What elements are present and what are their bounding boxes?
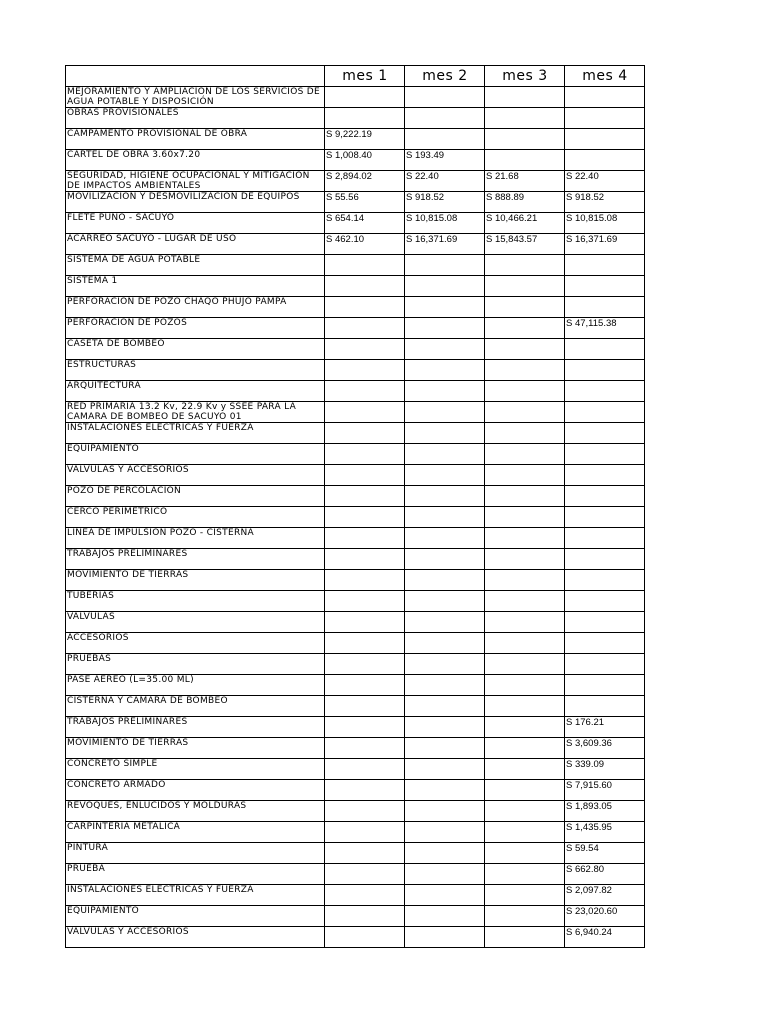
table-row — [66, 612, 645, 633]
header-cell-mes-1: mes 1 — [325, 66, 405, 87]
mes-4-cell: S 3,609.36 — [565, 738, 645, 759]
schedule-table — [65, 65, 645, 948]
mes-1-cell — [325, 801, 405, 822]
mes-2-cell: S 193.49 — [405, 150, 485, 171]
description-cell: INSTALACIONES ELECTRICAS Y FUERZA — [66, 423, 325, 444]
mes-1-cell — [325, 570, 405, 591]
description-cell: RED PRIMARIA 13.2 Kv, 22.9 Kv y SSEE PARA LA CAMARA DE BOMBEO DE SACUYO 01 — [66, 402, 325, 423]
mes-4-cell — [565, 654, 645, 675]
mes-3-cell — [485, 738, 565, 759]
mes-4-cell — [565, 570, 645, 591]
mes-2-cell — [405, 507, 485, 528]
table-row — [66, 108, 645, 129]
description-cell: SISTEMA DE AGUA POTABLE — [66, 255, 325, 276]
mes-2-cell — [405, 759, 485, 780]
description-cell: OBRAS PROVISIONALES — [66, 108, 325, 129]
table-row — [66, 843, 645, 864]
mes-4-cell — [565, 696, 645, 717]
mes-3-cell — [485, 549, 565, 570]
mes-3-cell — [485, 822, 565, 843]
mes-2-cell: S 16,371.69 — [405, 234, 485, 255]
mes-1-cell — [325, 276, 405, 297]
table-row — [66, 528, 645, 549]
mes-1-cell — [325, 612, 405, 633]
mes-2-cell — [405, 591, 485, 612]
mes-1-cell: S 1,008.40 — [325, 150, 405, 171]
mes-4-cell: S 10,815.08 — [565, 213, 645, 234]
mes-3-cell — [485, 276, 565, 297]
description-cell: TRABAJOS PRELIMINARES — [66, 549, 325, 570]
description-cell: ARQUITECTURA — [66, 381, 325, 402]
mes-3-cell — [485, 402, 565, 423]
mes-1-cell — [325, 486, 405, 507]
mes-4-cell: S 47,115.38 — [565, 318, 645, 339]
description-cell: CONCRETO ARMADO — [66, 780, 325, 801]
mes-3-cell — [485, 633, 565, 654]
mes-2-cell — [405, 843, 485, 864]
mes-4-cell: S 176.21 — [565, 717, 645, 738]
mes-4-cell: S 59.54 — [565, 843, 645, 864]
table-row — [66, 381, 645, 402]
table-row — [66, 885, 645, 906]
mes-2-cell — [405, 906, 485, 927]
mes-1-cell — [325, 549, 405, 570]
description-cell: EQUIPAMIENTO — [66, 444, 325, 465]
mes-1-cell — [325, 87, 405, 108]
mes-1-cell — [325, 255, 405, 276]
mes-1-cell — [325, 717, 405, 738]
mes-2-cell — [405, 864, 485, 885]
mes-3-cell — [485, 255, 565, 276]
mes-2-cell — [405, 108, 485, 129]
mes-3-cell — [485, 129, 565, 150]
mes-4-cell — [565, 255, 645, 276]
mes-3-cell: S 21.68 — [485, 171, 565, 192]
mes-3-cell — [485, 864, 565, 885]
mes-4-cell: S 918.52 — [565, 192, 645, 213]
mes-2-cell — [405, 360, 485, 381]
mes-1-cell — [325, 108, 405, 129]
mes-2-cell: S 22.40 — [405, 171, 485, 192]
description-cell: CARPINTERIA METALICA — [66, 822, 325, 843]
mes-1-cell — [325, 423, 405, 444]
table-row — [66, 549, 645, 570]
mes-3-cell — [485, 570, 565, 591]
description-cell: ACARREO SACUYO - LUGAR DE USO — [66, 234, 325, 255]
description-cell: EQUIPAMIENTO — [66, 906, 325, 927]
mes-2-cell — [405, 780, 485, 801]
mes-3-cell — [485, 717, 565, 738]
mes-4-cell — [565, 444, 645, 465]
description-cell: FLETE PUNO - SACUYO — [66, 213, 325, 234]
mes-1-cell — [325, 822, 405, 843]
description-cell: MOVILIZACION Y DESMOVILIZACION DE EQUIPOS — [66, 192, 325, 213]
mes-3-cell — [485, 885, 565, 906]
table-row — [66, 423, 645, 444]
mes-1-cell — [325, 297, 405, 318]
mes-3-cell — [485, 360, 565, 381]
mes-3-cell — [485, 150, 565, 171]
mes-4-cell: S 2,097.82 — [565, 885, 645, 906]
mes-1-cell — [325, 633, 405, 654]
description-cell: SISTEMA 1 — [66, 276, 325, 297]
mes-1-cell — [325, 465, 405, 486]
description-cell: VÁLVULAS Y ACCESORIOS — [66, 927, 325, 948]
description-cell: LINEA DE IMPULSION POZO - CISTERNA — [66, 528, 325, 549]
mes-2-cell — [405, 381, 485, 402]
description-cell: SEGURIDAD, HIGIENE OCUPACIONAL Y MITIGACION DE IMPACTOS AMBIENTALES — [66, 171, 325, 192]
mes-4-cell: S 6,940.24 — [565, 927, 645, 948]
mes-1-cell: S 55.56 — [325, 192, 405, 213]
description-cell: PASE AEREO (L=35.00 ML) — [66, 675, 325, 696]
mes-2-cell — [405, 255, 485, 276]
description-cell: CERCO PERIMETRICO — [66, 507, 325, 528]
table-row — [66, 591, 645, 612]
mes-2-cell — [405, 276, 485, 297]
mes-2-cell — [405, 339, 485, 360]
table-row — [66, 759, 645, 780]
mes-3-cell — [485, 612, 565, 633]
mes-2-cell — [405, 297, 485, 318]
mes-3-cell — [485, 108, 565, 129]
mes-3-cell — [485, 759, 565, 780]
mes-1-cell — [325, 927, 405, 948]
mes-3-cell — [485, 843, 565, 864]
description-cell: PERFORACION DE POZOS — [66, 318, 325, 339]
description-cell: CASETA DE BOMBEO — [66, 339, 325, 360]
description-cell: ACCESORIOS — [66, 633, 325, 654]
mes-2-cell — [405, 696, 485, 717]
mes-1-cell — [325, 864, 405, 885]
mes-2-cell — [405, 675, 485, 696]
mes-2-cell: S 10,815.08 — [405, 213, 485, 234]
mes-4-cell: S 23,020.60 — [565, 906, 645, 927]
mes-3-cell: S 10,466.21 — [485, 213, 565, 234]
table-row — [66, 150, 645, 171]
table-row — [66, 633, 645, 654]
mes-2-cell — [405, 402, 485, 423]
mes-3-cell — [485, 780, 565, 801]
table-row — [66, 570, 645, 591]
description-cell: TRABAJOS PRELIMINARES — [66, 717, 325, 738]
mes-4-cell — [565, 465, 645, 486]
description-cell: TUBERIAS — [66, 591, 325, 612]
description-cell: POZO DE PERCOLACION — [66, 486, 325, 507]
mes-2-cell — [405, 927, 485, 948]
mes-3-cell — [485, 87, 565, 108]
mes-2-cell — [405, 87, 485, 108]
table-row — [66, 864, 645, 885]
table-row — [66, 906, 645, 927]
description-cell: CAMPAMENTO PROVISIONAL DE OBRA — [66, 129, 325, 150]
mes-4-cell: S 1,893.05 — [565, 801, 645, 822]
mes-3-cell — [485, 486, 565, 507]
table-row — [66, 255, 645, 276]
mes-4-cell: S 7,915.60 — [565, 780, 645, 801]
table-row — [66, 234, 645, 255]
mes-4-cell — [565, 612, 645, 633]
mes-2-cell — [405, 717, 485, 738]
mes-4-cell — [565, 549, 645, 570]
mes-4-cell — [565, 339, 645, 360]
mes-4-cell — [565, 381, 645, 402]
mes-1-cell — [325, 402, 405, 423]
mes-3-cell — [485, 906, 565, 927]
mes-2-cell — [405, 612, 485, 633]
mes-1-cell — [325, 780, 405, 801]
mes-4-cell: S 1,435.95 — [565, 822, 645, 843]
table-row — [66, 297, 645, 318]
mes-3-cell — [485, 801, 565, 822]
table-row — [66, 717, 645, 738]
mes-3-cell — [485, 297, 565, 318]
mes-3-cell — [485, 528, 565, 549]
description-cell: REVOQUES, ENLUCIDOS Y MOLDURAS — [66, 801, 325, 822]
description-cell: MOVIMIENTO DE TIERRAS — [66, 738, 325, 759]
mes-4-cell: S 339.09 — [565, 759, 645, 780]
mes-1-cell — [325, 507, 405, 528]
header-cell-description — [66, 66, 325, 87]
mes-4-cell — [565, 675, 645, 696]
mes-2-cell — [405, 885, 485, 906]
table-row — [66, 654, 645, 675]
table-row — [66, 402, 645, 423]
table-row — [66, 507, 645, 528]
mes-1-cell — [325, 843, 405, 864]
mes-2-cell — [405, 633, 485, 654]
mes-4-cell: S 22.40 — [565, 171, 645, 192]
description-cell: VALVULAS — [66, 612, 325, 633]
table-row — [66, 675, 645, 696]
table-row — [66, 360, 645, 381]
mes-1-cell — [325, 738, 405, 759]
header-cell-mes-4: mes 4 — [565, 66, 645, 87]
table-row — [66, 213, 645, 234]
description-cell: PINTURA — [66, 843, 325, 864]
mes-3-cell: S 888.89 — [485, 192, 565, 213]
mes-3-cell — [485, 675, 565, 696]
mes-1-cell — [325, 528, 405, 549]
mes-1-cell — [325, 759, 405, 780]
description-cell: PERFORACION DE POZO CHAQO PHUJO PAMPA — [66, 297, 325, 318]
mes-4-cell — [565, 528, 645, 549]
mes-3-cell — [485, 927, 565, 948]
mes-3-cell — [485, 591, 565, 612]
mes-2-cell — [405, 486, 485, 507]
mes-4-cell — [565, 129, 645, 150]
mes-3-cell — [485, 444, 565, 465]
mes-4-cell — [565, 108, 645, 129]
header-cell-mes-2: mes 2 — [405, 66, 485, 87]
mes-3-cell — [485, 507, 565, 528]
table-row — [66, 801, 645, 822]
description-cell: PRUEBAS — [66, 654, 325, 675]
mes-4-cell — [565, 150, 645, 171]
mes-1-cell: S 9,222.19 — [325, 129, 405, 150]
mes-2-cell — [405, 444, 485, 465]
table-row — [66, 486, 645, 507]
mes-4-cell — [565, 297, 645, 318]
table-row — [66, 927, 645, 948]
mes-3-cell — [485, 381, 565, 402]
table-row — [66, 696, 645, 717]
mes-1-cell — [325, 360, 405, 381]
mes-4-cell — [565, 87, 645, 108]
description-cell: VÁLVULAS Y ACCESORIOS — [66, 465, 325, 486]
header-row — [66, 66, 645, 87]
mes-2-cell — [405, 465, 485, 486]
table-row — [66, 276, 645, 297]
mes-4-cell: S 662.80 — [565, 864, 645, 885]
description-cell: MEJORAMIENTO Y AMPLIACIÓN DE LOS SERVICIOS DE AGUA POTABLE Y DISPOSICIÓN — [66, 87, 325, 108]
mes-1-cell — [325, 675, 405, 696]
mes-2-cell — [405, 801, 485, 822]
mes-2-cell — [405, 549, 485, 570]
table-row — [66, 87, 645, 108]
description-cell: CARTEL DE OBRA 3.60x7.20 — [66, 150, 325, 171]
table-row — [66, 780, 645, 801]
mes-4-cell — [565, 276, 645, 297]
mes-1-cell — [325, 591, 405, 612]
mes-4-cell — [565, 507, 645, 528]
mes-1-cell — [325, 339, 405, 360]
mes-2-cell — [405, 528, 485, 549]
mes-3-cell — [485, 339, 565, 360]
description-cell: INSTALACIONES ELECTRICAS Y FUERZA — [66, 885, 325, 906]
mes-2-cell — [405, 423, 485, 444]
mes-1-cell — [325, 318, 405, 339]
table-row — [66, 318, 645, 339]
mes-1-cell: S 462.10 — [325, 234, 405, 255]
mes-4-cell — [565, 360, 645, 381]
mes-1-cell: S 654.14 — [325, 213, 405, 234]
mes-4-cell — [565, 486, 645, 507]
mes-1-cell — [325, 696, 405, 717]
mes-4-cell — [565, 633, 645, 654]
mes-3-cell — [485, 465, 565, 486]
mes-4-cell — [565, 591, 645, 612]
mes-4-cell — [565, 423, 645, 444]
mes-1-cell — [325, 381, 405, 402]
mes-3-cell — [485, 654, 565, 675]
mes-4-cell — [565, 402, 645, 423]
table-row — [66, 444, 645, 465]
mes-2-cell — [405, 318, 485, 339]
mes-3-cell — [485, 423, 565, 444]
mes-2-cell — [405, 822, 485, 843]
mes-3-cell: S 15,843.57 — [485, 234, 565, 255]
table-row — [66, 738, 645, 759]
description-cell: MOVIMIENTO DE TIERRAS — [66, 570, 325, 591]
mes-2-cell — [405, 570, 485, 591]
table-row — [66, 465, 645, 486]
mes-3-cell — [485, 318, 565, 339]
mes-1-cell — [325, 444, 405, 465]
description-cell: CISTERNA Y CAMARA DE BOMBEO — [66, 696, 325, 717]
mes-1-cell: S 2,894.02 — [325, 171, 405, 192]
mes-3-cell — [485, 696, 565, 717]
table-row — [66, 822, 645, 843]
description-cell: PRUEBA — [66, 864, 325, 885]
mes-2-cell: S 918.52 — [405, 192, 485, 213]
table-row — [66, 129, 645, 150]
mes-1-cell — [325, 885, 405, 906]
table-row — [66, 171, 645, 192]
description-cell: CONCRETO SIMPLE — [66, 759, 325, 780]
mes-2-cell — [405, 129, 485, 150]
mes-1-cell — [325, 654, 405, 675]
header-cell-mes-3: mes 3 — [485, 66, 565, 87]
table-row — [66, 192, 645, 213]
table-row — [66, 339, 645, 360]
mes-4-cell: S 16,371.69 — [565, 234, 645, 255]
mes-2-cell — [405, 654, 485, 675]
mes-1-cell — [325, 906, 405, 927]
description-cell: ESTRUCTURAS — [66, 360, 325, 381]
mes-2-cell — [405, 738, 485, 759]
